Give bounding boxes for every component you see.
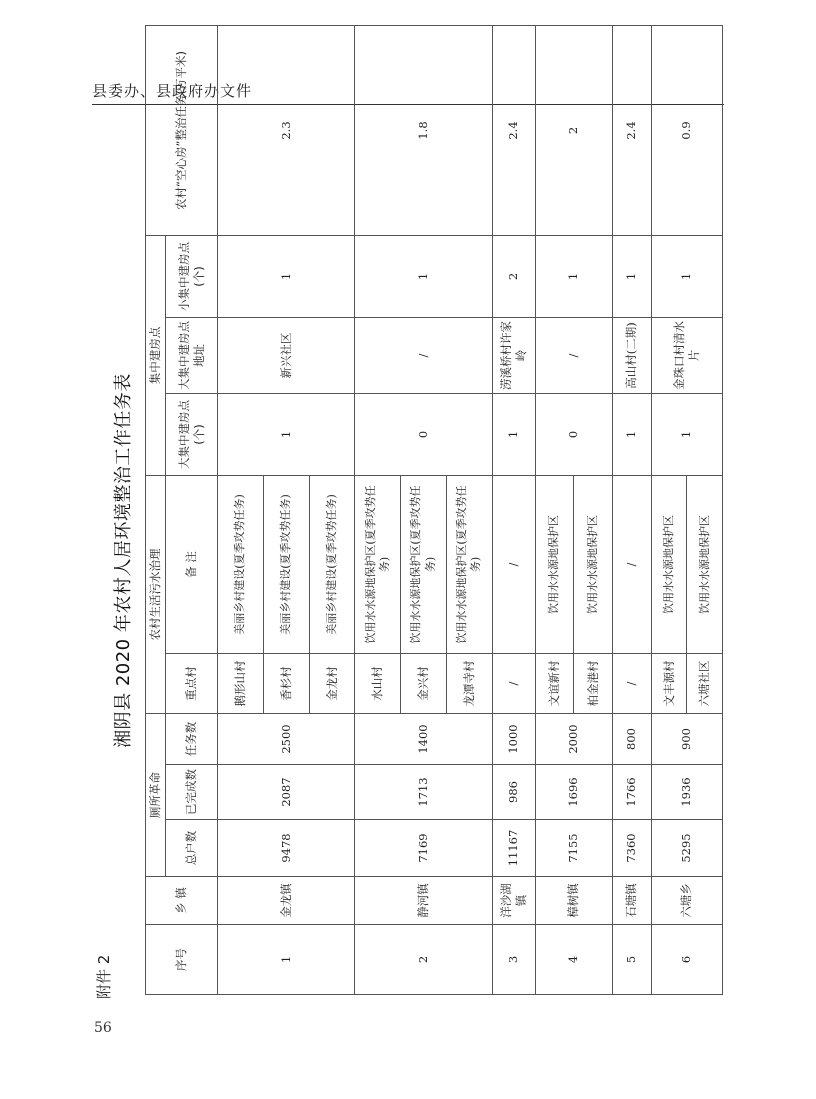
cell-sewage-note: 饮用水水源地保护区(夏季攻势任务) [401, 476, 447, 654]
cell-large-count: 1 [218, 394, 355, 476]
cell-large-count: 1 [651, 394, 722, 476]
cell-large-count: 0 [355, 394, 492, 476]
cell-sewage-village: 文谊新村 [535, 654, 574, 714]
cell-town: 金龙镇 [218, 877, 355, 925]
table-row [355, 25, 401, 994]
cell-done: 1936 [651, 765, 722, 820]
col-sewage-group: 农村生活污水治理 [146, 476, 166, 714]
cell-small-count: 1 [535, 235, 612, 317]
table-row [651, 25, 687, 994]
cell-done: 1696 [535, 765, 612, 820]
cell-sewage-note: 美丽乡村建设(夏季攻势任务) [263, 476, 309, 654]
table-row [535, 25, 574, 994]
table-row [492, 25, 535, 994]
annex-label: 附件 2 [95, 954, 113, 999]
cell-empty-house: 0.9 [651, 25, 722, 235]
cell-empty-house: 2.4 [492, 25, 535, 235]
table-row [613, 25, 652, 994]
cell-seq: 1 [218, 925, 355, 995]
cell-large-addr: 涝溪桥村许家岭 [492, 318, 535, 394]
cell-sewage-note: 饮用水水源地保护区(夏季攻势任务) [355, 476, 401, 654]
col-toilet-task: 任务数 [166, 714, 218, 765]
cell-large-count: 1 [492, 394, 535, 476]
cell-sewage-village: 金兴村 [401, 654, 447, 714]
col-housing-large-addr: 大集中建房点地址 [166, 318, 218, 394]
cell-large-addr: / [535, 318, 612, 394]
cell-large-addr: / [355, 318, 492, 394]
cell-sewage-note: 饮用水水源地保护区 [535, 476, 574, 654]
cell-sewage-village: 鹅形山村 [218, 654, 264, 714]
cell-sewage-village: 文丰源村 [651, 654, 687, 714]
col-sewage-village: 重点村 [166, 654, 218, 714]
header-title: 县委办、县政府办文件 [92, 82, 253, 100]
cell-town: 静河镇 [355, 877, 492, 925]
cell-seq: 6 [651, 925, 722, 995]
cell-large-addr: 金珠口村清水片 [651, 318, 722, 394]
cell-total: 11167 [492, 820, 535, 877]
table-row [218, 25, 264, 994]
cell-town: 樟树镇 [535, 877, 612, 925]
cell-seq: 2 [355, 925, 492, 995]
cell-town: 六塘乡 [651, 877, 722, 925]
cell-task: 1400 [355, 714, 492, 765]
cell-task: 900 [651, 714, 722, 765]
cell-task: 800 [613, 714, 652, 765]
cell-sewage-note: 美丽乡村建设(夏季攻势任务) [218, 476, 264, 654]
cell-total: 7360 [613, 820, 652, 877]
cell-empty-house: 1.8 [355, 25, 492, 235]
cell-large-count: 0 [535, 394, 612, 476]
col-toilet-total: 总户数 [166, 820, 218, 877]
cell-sewage-village: 香杉村 [263, 654, 309, 714]
cell-empty-house: 2.4 [613, 25, 652, 235]
col-empty-house: 农村“空心房”整治任务(万平米) [146, 25, 218, 235]
cell-small-count: 1 [613, 235, 652, 317]
cell-seq: 3 [492, 925, 535, 995]
cell-town: 石塘镇 [613, 877, 652, 925]
cell-small-count: 1 [651, 235, 722, 317]
cell-seq: 4 [535, 925, 612, 995]
col-toilet-done: 已完成数 [166, 765, 218, 820]
cell-large-addr: 高山村(二期) [613, 318, 652, 394]
cell-sewage-note: 饮用水水源地保护区 [651, 476, 687, 654]
col-housing-small-count: 小集中建房点(个) [166, 235, 218, 317]
cell-sewage-village: 六塘社区 [687, 654, 723, 714]
cell-small-count: 1 [355, 235, 492, 317]
col-housing-group: 集中建房点 [146, 235, 166, 475]
cell-large-count: 1 [613, 394, 652, 476]
col-seq: 序号 [146, 925, 218, 995]
cell-sewage-note: 饮用水水源地保护区 [687, 476, 723, 654]
task-table [145, 25, 723, 995]
cell-large-addr: 新兴社区 [218, 318, 355, 394]
cell-sewage-village: 水山村 [355, 654, 401, 714]
cell-total: 9478 [218, 820, 355, 877]
cell-small-count: 1 [218, 235, 355, 317]
cell-sewage-note: 美丽乡村建设(夏季攻势任务) [309, 476, 355, 654]
cell-total: 5295 [651, 820, 722, 877]
cell-task: 2000 [535, 714, 612, 765]
cell-empty-house: 2.3 [218, 25, 355, 235]
cell-done: 1713 [355, 765, 492, 820]
table-head [146, 25, 218, 994]
cell-small-count: 2 [492, 235, 535, 317]
cell-done: 1766 [613, 765, 652, 820]
cell-sewage-village: / [613, 654, 652, 714]
cell-town: 洋沙湖镇 [492, 877, 535, 925]
page-number: 56 [94, 1020, 112, 1036]
cell-sewage-note: 饮用水水源地保护区 [574, 476, 613, 654]
cell-seq: 5 [613, 925, 652, 995]
document-title: 湘阴县 2020 年农村人居环境整治工作任务表 [113, 373, 134, 748]
col-toilet-group: 厕所革命 [146, 714, 166, 877]
col-town: 乡 镇 [146, 877, 218, 925]
cell-sewage-village: 龙潭寺村 [447, 654, 493, 714]
cell-done: 2087 [218, 765, 355, 820]
cell-task: 1000 [492, 714, 535, 765]
cell-total: 7169 [355, 820, 492, 877]
cell-sewage-note: 饮用水水源地保护区(夏季攻势任务) [447, 476, 493, 654]
cell-sewage-note: / [613, 476, 652, 654]
cell-sewage-note: / [492, 476, 535, 654]
cell-sewage-village: 金龙村 [309, 654, 355, 714]
col-sewage-note: 备 注 [166, 476, 218, 654]
cell-sewage-village: 柏金港村 [574, 654, 613, 714]
cell-task: 2500 [218, 714, 355, 765]
cell-total: 7155 [535, 820, 612, 877]
cell-done: 986 [492, 765, 535, 820]
cell-empty-house: 2 [535, 25, 612, 235]
col-housing-large-count: 大集中建房点(个) [166, 394, 218, 476]
cell-sewage-village: / [492, 654, 535, 714]
table-body [218, 25, 723, 994]
